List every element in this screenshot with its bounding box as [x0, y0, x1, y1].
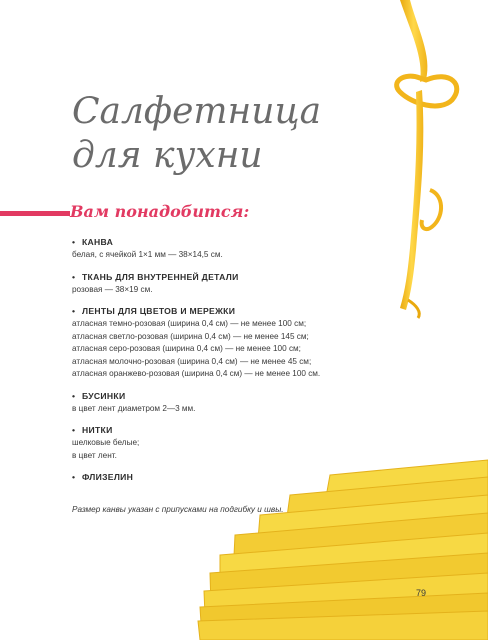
footnote: Размер канвы указан с припусками на подгибку и швы.: [72, 505, 284, 514]
title-line-2: для кухни: [72, 135, 263, 176]
section-heading: Вам понадобится:: [70, 202, 250, 221]
material-line: атласная светло-розовая (ширина 0,4 см) — не менее 145 см;: [72, 331, 309, 341]
material-heading: ФЛИЗЕЛИН: [82, 472, 134, 482]
material-item: [72, 471, 372, 484]
ribbon-illustration: [360, 0, 488, 320]
bullet-icon: •: [72, 472, 76, 482]
bullet-icon: •: [72, 425, 76, 435]
material-line: в цвет лент диаметром 2—3 мм.: [72, 403, 196, 413]
materials-list: [72, 236, 372, 493]
material-item: [72, 236, 372, 262]
material-heading: ЛЕНТЫ ДЛЯ ЦВЕТОВ И МЕРЕЖКИ: [82, 306, 236, 316]
material-heading: БУСИНКИ: [82, 390, 126, 401]
bullet-icon: •: [72, 271, 76, 282]
material-item: [72, 390, 372, 416]
material-line: розовая — 38×19 см.: [72, 284, 153, 294]
title-line-1: Салфетница: [72, 91, 322, 132]
page-number: 79: [416, 588, 427, 598]
bullet-icon: •: [72, 390, 76, 401]
material-line: атласная молочно-розовая (ширина 0,4 см) — не менее 45 см;: [72, 356, 312, 366]
accent-bar: [0, 211, 70, 216]
bullet-icon: •: [72, 237, 76, 247]
material-heading: НИТКИ: [82, 425, 113, 435]
material-item: [72, 271, 372, 297]
material-line: атласная темно-розовая (ширина 0,4 см) — не менее 100 см;: [72, 319, 307, 328]
material-item: [72, 424, 372, 462]
material-heading: ТКАНЬ ДЛЯ ВНУТРЕННЕЙ ДЕТАЛИ: [82, 271, 239, 282]
material-heading: КАНВА: [82, 237, 114, 247]
material-line: шелковые белые;: [72, 438, 140, 447]
material-line: в цвет лент.: [72, 450, 117, 460]
material-line: атласная оранжево-розовая (ширина 0,4 см) — не менее 100 см.: [72, 369, 321, 378]
material-item: [72, 305, 372, 381]
material-line: белая, с ячейкой 1×1 мм — 38×14,5 см.: [72, 250, 223, 259]
bullet-icon: •: [72, 306, 76, 316]
material-line: атласная серо-розовая (ширина 0,4 см) — не менее 100 см;: [72, 344, 301, 353]
page-title: [72, 90, 372, 178]
